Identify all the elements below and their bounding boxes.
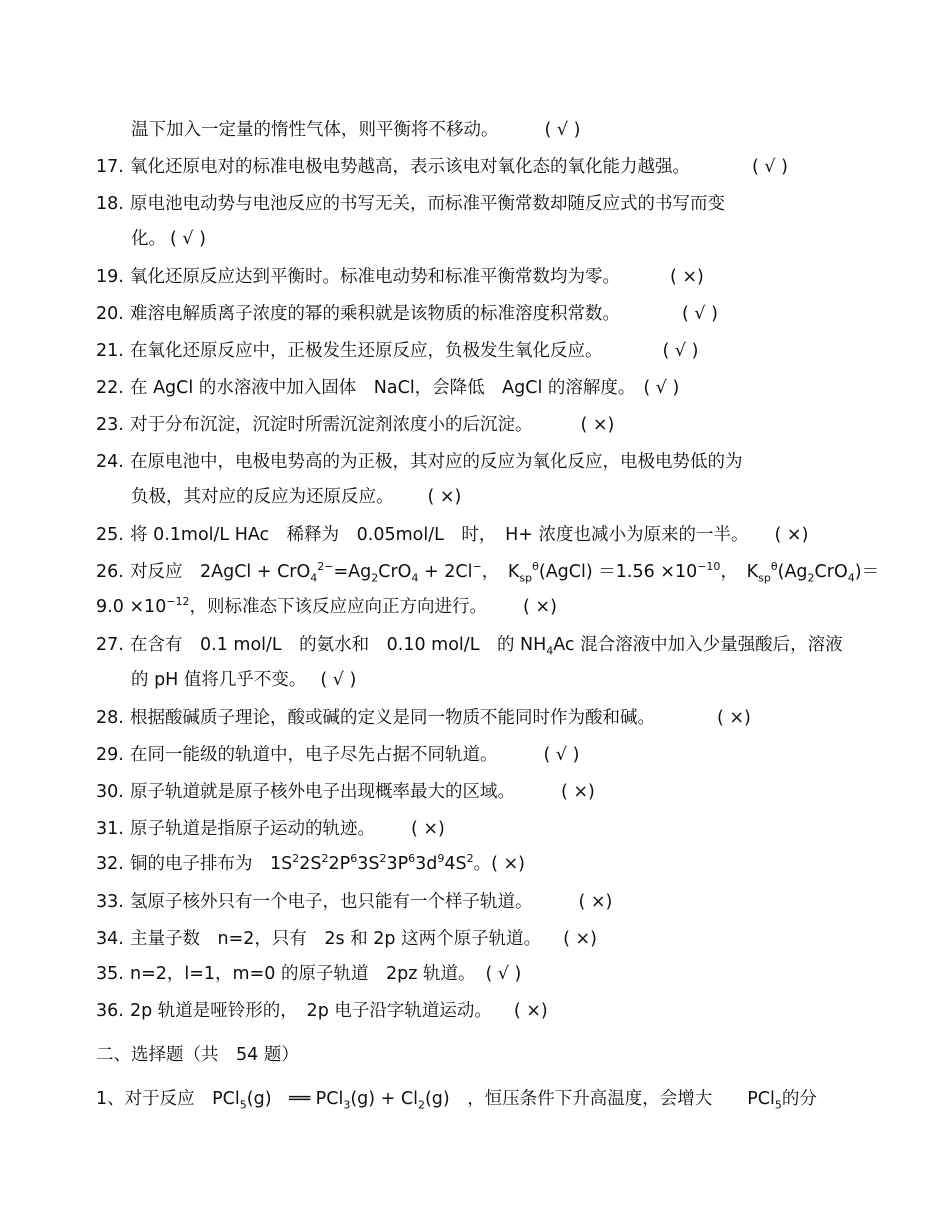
- item-answer: ( ×): [561, 782, 595, 802]
- superscript: 2: [321, 852, 329, 866]
- item-text: 化。: [131, 229, 166, 249]
- list-item: [96, 780, 595, 804]
- item-text: )＝: [854, 562, 880, 582]
- item-text: 在含有 0.1 mol/L 的氨水和 0.10 mol/L 的 NH: [130, 635, 547, 655]
- item-number: 18.: [96, 194, 124, 214]
- item-answer: ( √ ): [643, 378, 680, 398]
- item-answer: ( √ ): [682, 304, 718, 324]
- item-number: 29.: [96, 745, 124, 765]
- item-text: ， K: [481, 562, 520, 582]
- item-text: 氢原子核外只有一个电子，也只能有一个样子轨道。: [130, 892, 533, 912]
- item-text: 4S: [444, 854, 467, 874]
- subscript: 5: [774, 1098, 782, 1112]
- subscript: 4: [310, 571, 318, 585]
- item-text: 在氧化还原反应中，正极发生还原反应，负极发生氧化反应。: [130, 341, 603, 361]
- list-item: [96, 890, 612, 914]
- list-item: [96, 999, 548, 1023]
- item-text: CrO: [814, 562, 848, 582]
- item-text: ， K: [720, 562, 759, 582]
- item-answer: ( ×): [717, 708, 751, 728]
- item-text: 铜的电子排布为 1S: [130, 854, 293, 874]
- item-text: 2P: [328, 854, 351, 874]
- item-text: 负极，其对应的反应为还原反应。: [131, 487, 394, 507]
- item-text: 在原电池中，电极电势高的为正极，其对应的反应为氧化反应，电极电势低的为: [130, 452, 743, 472]
- continuation-answer: ( √ ): [544, 120, 581, 140]
- item-answer: ( ×): [491, 854, 526, 874]
- superscript: 2: [379, 852, 387, 866]
- superscript: θ: [770, 560, 778, 574]
- subscript: 3: [343, 1098, 351, 1112]
- item-text: 氧化还原电对的标准电极电势越高，表示该电对氧化态的氧化能力越强。: [130, 157, 690, 177]
- superscript: −12: [166, 595, 190, 609]
- superscript: 9: [437, 852, 445, 866]
- item-text: (Ag: [777, 562, 808, 582]
- list-item: [96, 265, 704, 289]
- subscript: sp: [758, 571, 771, 585]
- item-number: 21.: [96, 341, 124, 361]
- section-heading: 二、选择题（共 54 题）: [96, 1045, 299, 1065]
- superscript: −10: [697, 560, 721, 574]
- item-text: 在 AgCl 的水溶液中加入固体 NaCl，会降低 AgCl 的溶解度。: [130, 378, 636, 398]
- item-text: 2S: [299, 854, 322, 874]
- item-number: 20.: [96, 304, 124, 324]
- item-text: 原子轨道就是原子核外电子出现概率最大的区域。: [130, 782, 515, 802]
- list-item-continuation: [96, 595, 557, 619]
- item-number: 23.: [96, 415, 124, 435]
- list-item: [96, 450, 743, 474]
- list-item: [96, 155, 788, 179]
- item-answer: ( ×): [513, 1001, 548, 1021]
- question-1: [96, 1087, 817, 1111]
- item-answer: ( ×): [411, 819, 445, 839]
- item-number: 30.: [96, 782, 124, 802]
- superscript: θ: [532, 560, 539, 574]
- item-answer: ( ×): [427, 487, 462, 507]
- item-text: 原电池电动势与电池反应的书写无关，而标准平衡常数却随反应式的书写而变: [130, 194, 725, 214]
- item-text: 难溶电解质离子浓度的幂的乘积就是该物质的标准溶度积常数。: [130, 304, 620, 324]
- subscript: 5: [239, 1098, 247, 1112]
- list-item: [96, 523, 808, 547]
- item-answer: ( √ ): [543, 745, 580, 765]
- item-number: 32.: [96, 854, 124, 874]
- superscript: 2−: [317, 560, 334, 574]
- item-text: ，则标准态下该反应应向正方向进行。: [189, 597, 488, 617]
- item-number: 28.: [96, 708, 124, 728]
- subscript: sp: [519, 571, 533, 585]
- item-number: 17.: [96, 157, 124, 177]
- continuation-line: [131, 118, 580, 142]
- item-answer: ( ×): [774, 525, 809, 545]
- item-text: 3S: [357, 854, 380, 874]
- list-item: [96, 633, 843, 657]
- subscript: 4: [546, 644, 554, 658]
- superscript: 6: [350, 852, 358, 866]
- item-text: 氧化还原反应达到平衡时。标准电动势和标准平衡常数均为零。: [130, 267, 620, 287]
- item-number: 26.: [96, 562, 124, 582]
- item-text: Ac 混合溶液中加入少量强酸后，溶液: [553, 635, 843, 655]
- item-text: n=2，l=1，m=0 的原子轨道 2pz 轨道。: [130, 964, 476, 984]
- item-number: 19.: [96, 267, 124, 287]
- item-text: 9.0 ×10: [96, 597, 167, 617]
- item-number: 24.: [96, 452, 124, 472]
- subscript: 4: [847, 571, 855, 585]
- item-text: 原子轨道是指原子运动的轨迹。: [130, 819, 375, 839]
- subscript: 2: [371, 571, 379, 585]
- item-text: 3P: [386, 854, 409, 874]
- list-item-continuation: [131, 668, 356, 692]
- list-item-continuation: [131, 227, 206, 251]
- question-text: (g) ══ PCl: [246, 1089, 344, 1109]
- continuation-text: 温下加入一定量的惰性气体，则平衡将不移动。: [131, 120, 499, 140]
- item-number: 27.: [96, 635, 124, 655]
- item-answer: ( √ ): [752, 157, 788, 177]
- item-text: 3d: [415, 854, 438, 874]
- item-text: =Ag: [333, 562, 372, 582]
- question-text: (g) + Cl: [350, 1089, 418, 1109]
- question-text: (g) ，恒压条件下升高温度，会增大 PCl: [424, 1089, 775, 1109]
- list-item: [96, 192, 725, 216]
- item-answer: ( ×): [578, 892, 613, 912]
- item-text: 。: [473, 854, 492, 874]
- list-item: [96, 927, 597, 951]
- list-item: [96, 302, 718, 326]
- item-number: 36.: [96, 1001, 124, 1021]
- superscript: 2: [466, 852, 474, 866]
- list-item: [96, 852, 525, 876]
- list-item: [96, 413, 614, 437]
- item-text: 将 0.1mol/L HAc 稀释为 0.05mol/L 时， H+ 浓度也减小为原来的一半。: [130, 525, 749, 545]
- list-item: [96, 743, 579, 767]
- question-text: 的分: [781, 1089, 817, 1109]
- item-text: 对反应 2AgCl + CrO: [130, 562, 311, 582]
- item-text: + 2Cl: [418, 562, 473, 582]
- item-answer: ( ×): [523, 597, 557, 617]
- superscript: −: [472, 560, 482, 574]
- list-item: [96, 339, 698, 363]
- item-number: 22.: [96, 378, 124, 398]
- superscript: 6: [408, 852, 416, 866]
- item-answer: ( √ ): [485, 964, 522, 984]
- item-answer: ( √ ): [320, 670, 357, 690]
- item-answer: ( ×): [580, 415, 615, 435]
- item-text: 对于分布沉淀，沉淀时所需沉淀剂浓度小的后沉淀。: [130, 415, 533, 435]
- item-number: 31.: [96, 819, 124, 839]
- list-item: [96, 706, 751, 730]
- list-item: [96, 817, 445, 841]
- item-text: 根据酸碱质子理论，酸或碱的定义是同一物质不能同时作为酸和碱。: [130, 708, 655, 728]
- item-number: 25.: [96, 525, 124, 545]
- item-text: 在同一能级的轨道中，电子尽先占据不同轨道。: [130, 745, 498, 765]
- subscript: 2: [417, 1098, 425, 1112]
- list-item: [96, 962, 521, 986]
- list-item: [96, 560, 879, 584]
- item-answer: ( ×): [563, 929, 597, 949]
- item-answer: ( √ ): [170, 229, 206, 249]
- item-answer: ( ×): [670, 267, 704, 287]
- item-number: 34.: [96, 929, 124, 949]
- item-answer: ( √ ): [662, 341, 699, 361]
- subscript: 4: [411, 571, 419, 585]
- item-number: 33.: [96, 892, 124, 912]
- item-text: CrO: [378, 562, 412, 582]
- item-text: (AgCl) ＝1.56 ×10: [538, 562, 698, 582]
- subscript: 2: [807, 571, 815, 585]
- item-text: 主量子数 n=2，只有 2s 和 2p 这两个原子轨道。: [130, 929, 542, 949]
- list-item: [96, 376, 679, 400]
- question-text: 1、对于反应 PCl: [96, 1089, 240, 1109]
- superscript: 2: [292, 852, 300, 866]
- item-text: 的 pH 值将几乎不变。: [131, 670, 307, 690]
- item-text: 2p 轨道是哑铃形的， 2p 电子沿字轨道运动。: [130, 1001, 492, 1021]
- list-item-continuation: [131, 485, 461, 509]
- item-number: 35.: [96, 964, 124, 984]
